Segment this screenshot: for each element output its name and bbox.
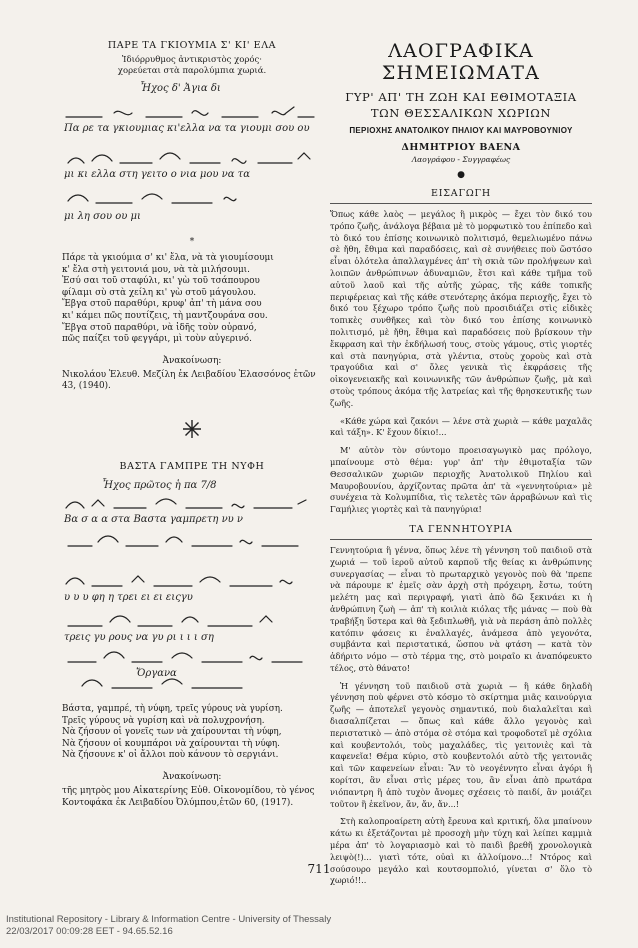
bullet-icon: ● xyxy=(457,170,465,180)
verse-line: Νὰ ζήσουνε κ' οἱ ἄλλοι ποὺ κάνουν τὸ σεργιάνι. xyxy=(62,750,279,761)
verse-line: Βάστα, γαμπρέ, τὴ νύφη, τρεῖς γύρους νὰ γυρίση. xyxy=(62,703,283,714)
song1-verse xyxy=(62,253,322,346)
song1-lyric-row: Πα ρε τα γκιουμιας κι'ελλα να τα γιουμι σου ου xyxy=(64,123,310,134)
song1-subtitle-line: χορεύεται στὰ παρολύμπια χωριά. xyxy=(117,66,267,76)
article-subtitle-2: ΤΩΝ ΘΕΣΣΑΛΙΚΩΝ ΧΩΡΙΩΝ xyxy=(370,106,552,120)
song2-tone: Ἦχος πρῶτος ἡ πα 7/8 xyxy=(102,479,217,491)
repository-footer xyxy=(6,914,331,937)
verse-line: φίλαμι σὺ στὰ χείλη κι' γὼ στοῦ μάγουλου. xyxy=(62,287,257,298)
song1-title: ΠΑΡΕ ΤΑ ΓΚΙΟΥΜΙΑ Σ' ΚΙ' ΕΛΑ xyxy=(107,40,277,51)
article-subtitle-1: ΓΥΡ' ΑΠ' ΤΗ ΖΩΗ ΚΑΙ ΕΘΙΜΟΤΑΞΙΑ xyxy=(345,90,577,104)
verse-line: Νὰ ζήσουν οἱ κουμπάροι νὰ χαίρουνται τὴ νύφη. xyxy=(62,738,280,749)
song1-announce-label: Ἀνακοίνωση: xyxy=(162,355,222,366)
song2-source: τῆς μητρὸς μου Αἰκατερίνης Εὐθ. Οἰκονομίδου, τὸ γένος Κοντοφάκα ἐκ Λειβαδίου Ὀλύμπου,ἐτῶν 60, (1917). xyxy=(62,785,315,808)
intro-paragraph: «Κάθε χώρα καὶ ζακόνι — λένε στὰ χωριὰ — κάθε μαχαλᾶς καὶ τάξη». Κ' ἔχουν δίκιο!... xyxy=(330,415,592,438)
right-column xyxy=(330,40,592,887)
song1-lyric-row: μι κι ελλα στη γειτο ο νια μου να τα xyxy=(64,169,250,180)
song2-lyric-row: υ υ υ φη η τρει ει ει ειςγυ xyxy=(64,591,193,603)
author-role: Λαογράφου - Συγγραφέως xyxy=(411,155,511,164)
left-column xyxy=(62,40,322,809)
page-number: 711 xyxy=(307,862,331,876)
intro-paragraph: Μ' αὐτὸν τὸν σύντομο προεισαγωγικὸ μας πρόλογο, μπαίνουμε στὸ θέμα: γυρ' ἀπ' τὴν ἐθιμοταξία τῶν Θεσσαλικῶν χωριῶν περιοχῆς Ἀνατολικοῦ Πηλίου καὶ Μαυροβουνίου, ἀρχίζοντας πρῶτα ἀπ' τὰ «γεννητούρια» μὲ συνέχεια τὰ Κολυμπίδια, τὶς τελετὲς τῶν ἀρραβώνων καὶ τὶς Γαμήλιες γιορτὲς καὶ τὰ πανηγύρια! xyxy=(330,445,592,515)
song1-star: * xyxy=(189,237,195,247)
song1-source: Νικολάου Ἐλευθ. Μεζίλη ἐκ Λειβαδίου Ἐλασσόνος ἐτῶν 43, (1940). xyxy=(62,369,316,392)
song1-lyric-row: μι λη σου ου μι xyxy=(64,211,141,222)
footer-line: Institutional Repository - Library & Information Centre - University of Thessaly xyxy=(6,914,332,925)
article-title: ΛΑΟΓΡΑΦΙΚΑ ΣΗΜΕΙΩΜΑΤΑ xyxy=(381,40,541,84)
verse-line: Ἐσύ σαι τοῦ σταφύλι, κι' γὼ τοῦ τσάπουρου xyxy=(62,276,260,287)
intro-paragraph: Ὅπως κάθε λαὸς — μεγάλος ἢ μικρὸς — ἔχει τὸν δικό του τρόπο ζωῆς, ἀνάλογα βέβαια μὲ τὸ μορφωτικὸ του ἐπίπεδο καὶ τὸ δικό του ἐπίσης κοινωνικὸ πολιτισμό, θεμελιωμένο πάνω σὲ ἤθη, ἔθιμα καὶ παραδόσεις, καὶ σὲ συνήθειες ποὺ ὥστόσο εἶναι ὁλότελα ἀπαλλαγμένες ἀπ' τὴ σκιὰ τῶν προλήψεων καὶ λοιπῶν ἀνθρώπινων ἀδυναμιῶν, ἔτσι καὶ κάθε τμῆμα τοῦ αὐτοῦ λαοῦ καὶ τῆς αὐτῆς χώρας, τῆς κάθε τοπικῆς περιφέρειας καὶ τῆς κάθε στενότερης ἀκόμα περιοχῆς, ἔχει τὸ δικό του ξέχωρο τρόπο ζωῆς ποὺ προσιδιάζει στὶς εἰδικὲς τοπικὲς συνθῆκες καὶ τὸν δικό του ἐπίσης κοινωνικὸ πολιτισμό, μὲ ἤθη, ἔθιμα καὶ παραδόσεις ποὺ βρίσκουν τὴν ἔκφραση καὶ τὴν ἐκδήλωσή τους, στοὺς γάμους, στὶς γιορτές καὶ στὰ πανηγύρια, στὰ γλέντια, στοὺς χοροὺς καὶ στὰ τραγούδια καὶ σ' ὅλες γενικὰ τὶς ἐκφράσεις τῆς οἰκογενειακῆς καὶ κοινωνικῆς τῶν ἀνθρώπων ζωῆς, μὰ καὶ στοὺς τρόπους ἀκόμα τῆς λατρείας καὶ τῆς θρησκευτικῆς των ζωῆς. xyxy=(330,209,592,408)
heading-rule xyxy=(330,203,592,204)
song2-announce-label: Ἀνακοίνωση: xyxy=(162,771,222,782)
verse-line: κι' κάμει πῶς πουτίζεις, τὴ μαντζουράνα σου. xyxy=(62,310,268,321)
birth-paragraph: Στὴ καλοπροαίρετη αὐτὴ ἔρευνα καὶ κριτική, ὅλα μπαίνουν κάτω κι ἐξετάζονται μὲ προσοχὴ μὴν τύχη καὶ λείπει καμμιὰ μέρα ἀπ' τὸ λογαριασμὸ καὶ τὸ παιδὶ βρεθῆ χρονολογικὰ λειψὸ(!)... γιατὶ τότε, οὐαὶ κι ἀλλοίμονο...! Ντόρος καὶ σούσουρο μεγάλο καὶ κουτσομπολιό, γίνεται σ' ὅλο τὸ χωριό!!.. xyxy=(330,816,592,886)
birth-heading: ΤΑ ΓΕΝΝΗΤΟΥΡΙΑ xyxy=(409,523,513,535)
song2-lyric-row: Βα σ α α στα Βαστα γαμπρετη νυ ν xyxy=(64,513,243,525)
heading-rule xyxy=(330,539,592,540)
asterism-icon xyxy=(182,419,202,439)
verse-line: κ' ἔλα στὴ γειτονιά μου, νὰ τὰ μιλήσουμι. xyxy=(62,264,250,275)
song1-subtitle-line: Ἰδιόρρυθμος ἀντικριστὸς χορός· xyxy=(122,55,262,65)
song2-title: ΒΑΣΤΑ ΓΑΜΠΡΕ ΤΗ ΝΥΦΗ xyxy=(119,460,265,472)
verse-line: Ἔβγα στοῦ παραθύρι, νὰ ἰδῆς τοὺν οὐρανό, xyxy=(62,322,257,333)
intro-heading: ΕΙΣΑΓΩΓΗ xyxy=(430,188,491,199)
song1-notation xyxy=(62,83,320,233)
song2-lyric-row: Ὄργανα xyxy=(136,667,177,679)
verse-line: Τρεῖς γύρους νὰ γυρίση καὶ νὰ πολυχρονήση. xyxy=(62,715,265,726)
song2-lyric-row: τρεις γυ ρους να γυ ρι ι ι ι ση xyxy=(64,631,214,643)
song2-verse xyxy=(62,704,322,762)
verse-line: Ἔβγα στοῦ παραθύρι, κρυφ' ἀπ' τὴ μάνα σου xyxy=(62,299,262,310)
asterism-ornament xyxy=(62,419,322,443)
footer-line: 22/03/2017 00:09:28 EET - 94.65.52.16 xyxy=(6,925,173,937)
verse-line: Νὰ ζήσουν οἱ γονεῖς των νὰ χαίρουνται τὴ νύφη, xyxy=(62,727,282,738)
author-name: ΔΗΜΗΤΡΙΟΥ ΒΑΕΝΑ xyxy=(401,142,521,153)
verse-line: Πάρε τὰ γκιούμια σ' κι' ἔλα, νὰ τὰ γιουμίσουμι xyxy=(62,253,274,263)
song1-subtitle xyxy=(62,55,322,77)
birth-paragraph: Ἡ γέννηση τοῦ παιδιοῦ στὰ χωριὰ — ἢ κάθε δηλαδὴ γέννηση ποὺ φέρνει στὸ κόσμο τὸ σκίρτημα μιᾶς καινούργια ζωῆς — ἀποτελεῖ γεγονὸς σημαντικό, ποὺ διαλαλεῖται καὶ διασαλπίζεται — ὅπως καὶ κάθε ἄλλο γεγονὸς καὶ περιστατικὸ — ἀπὸ στόμα σὲ στόμα καὶ τροφοδοτεῖ μὲ σχόλια καὶ κουβεντολόι, τοὺς μαχαλάδες, τὶς γειτονιὲς καὶ τὰ καφενεῖα! Θέμα κύριο, στὸ κουβεντολόι αὐτὸ τῆς γειτονιᾶς καὶ τῶν καφενείων εἶναι: Ἂν τὸ νεογέννητο εἶναι ἀγόρι ἢ κορίτσι, ἂν εἶναι στὶς μέρες του, ἂν εἶναι ἀπὸ πρωτάρα νιόπαντρη ἢ ἀπὸ τυχὸν ἄνομες σχέσεις τὸ παιδί, ἂν μοιάζει τοῦτον ἢ ἐκεῖνον, ἄν, ἄν, ἄν...! xyxy=(330,680,592,809)
birth-paragraph: Γεννητούρια ἢ γέννα, ὅπως λένε τὴ γέννηση τοῦ παιδιοῦ στὰ χωριά — τοῦ ἱεροῦ αὐτοῦ καρποῦ τῆς θείας κι ἀνθρώπινης συνεργασίας — εἶναι τὸ πρωταρχικὸ γεγονὸς ποὺ θὰ 'πρεπε νὰ πάρουμε κ' ἐμεῖς σὰν ἀρχὴ στὴ πρόχειρη, ἔστω, τούτη μελέτη μας καὶ περιγραφή, γιατὶ ἀπὸ δῶ ξεκινάει κι ἡ ἀνθρώπινη ζωὴ — ἀπ' τὴ κοιλιὰ κιόλας τῆς μάνας — ποὺ θὰ τραβήξη ὕστερα καὶ θὰ ξεδιπλωθῆ, γιὰ νὰ περάση ἀπὸ πολλὲς κατόπιν φάσεις κι ἐναλλαγές, ἀνάμεσα ἀπὸ γεγονότα, συμβάντα καὶ περιστατικά, ὥσπου νὰ φτάση — κατὰ τὸν ἀδήριτο νόμο — στὸ τέρμα της, στὸ μοιραῖο κι ἀναπόφευκτο τέλος, στὸ θάνατο! xyxy=(330,544,592,673)
song2-notation xyxy=(62,480,320,698)
article-subtitle-3: ΠΕΡΙΟΧΗΣ ΑΝΑΤΟΛΙΚΟΥ ΠΗΛΙΟΥ ΚΑΙ ΜΑΥΡΟΒΟΥΝΙΟΥ xyxy=(349,126,573,135)
song2-neume-strokes xyxy=(62,480,320,698)
song1-tone: Ἦχος δ' Ἀγια δι xyxy=(140,83,221,94)
verse-line: πῶς παίζει τοῦ φεγγάρι, μὶ τοὺν αὐγερινό. xyxy=(62,334,252,345)
